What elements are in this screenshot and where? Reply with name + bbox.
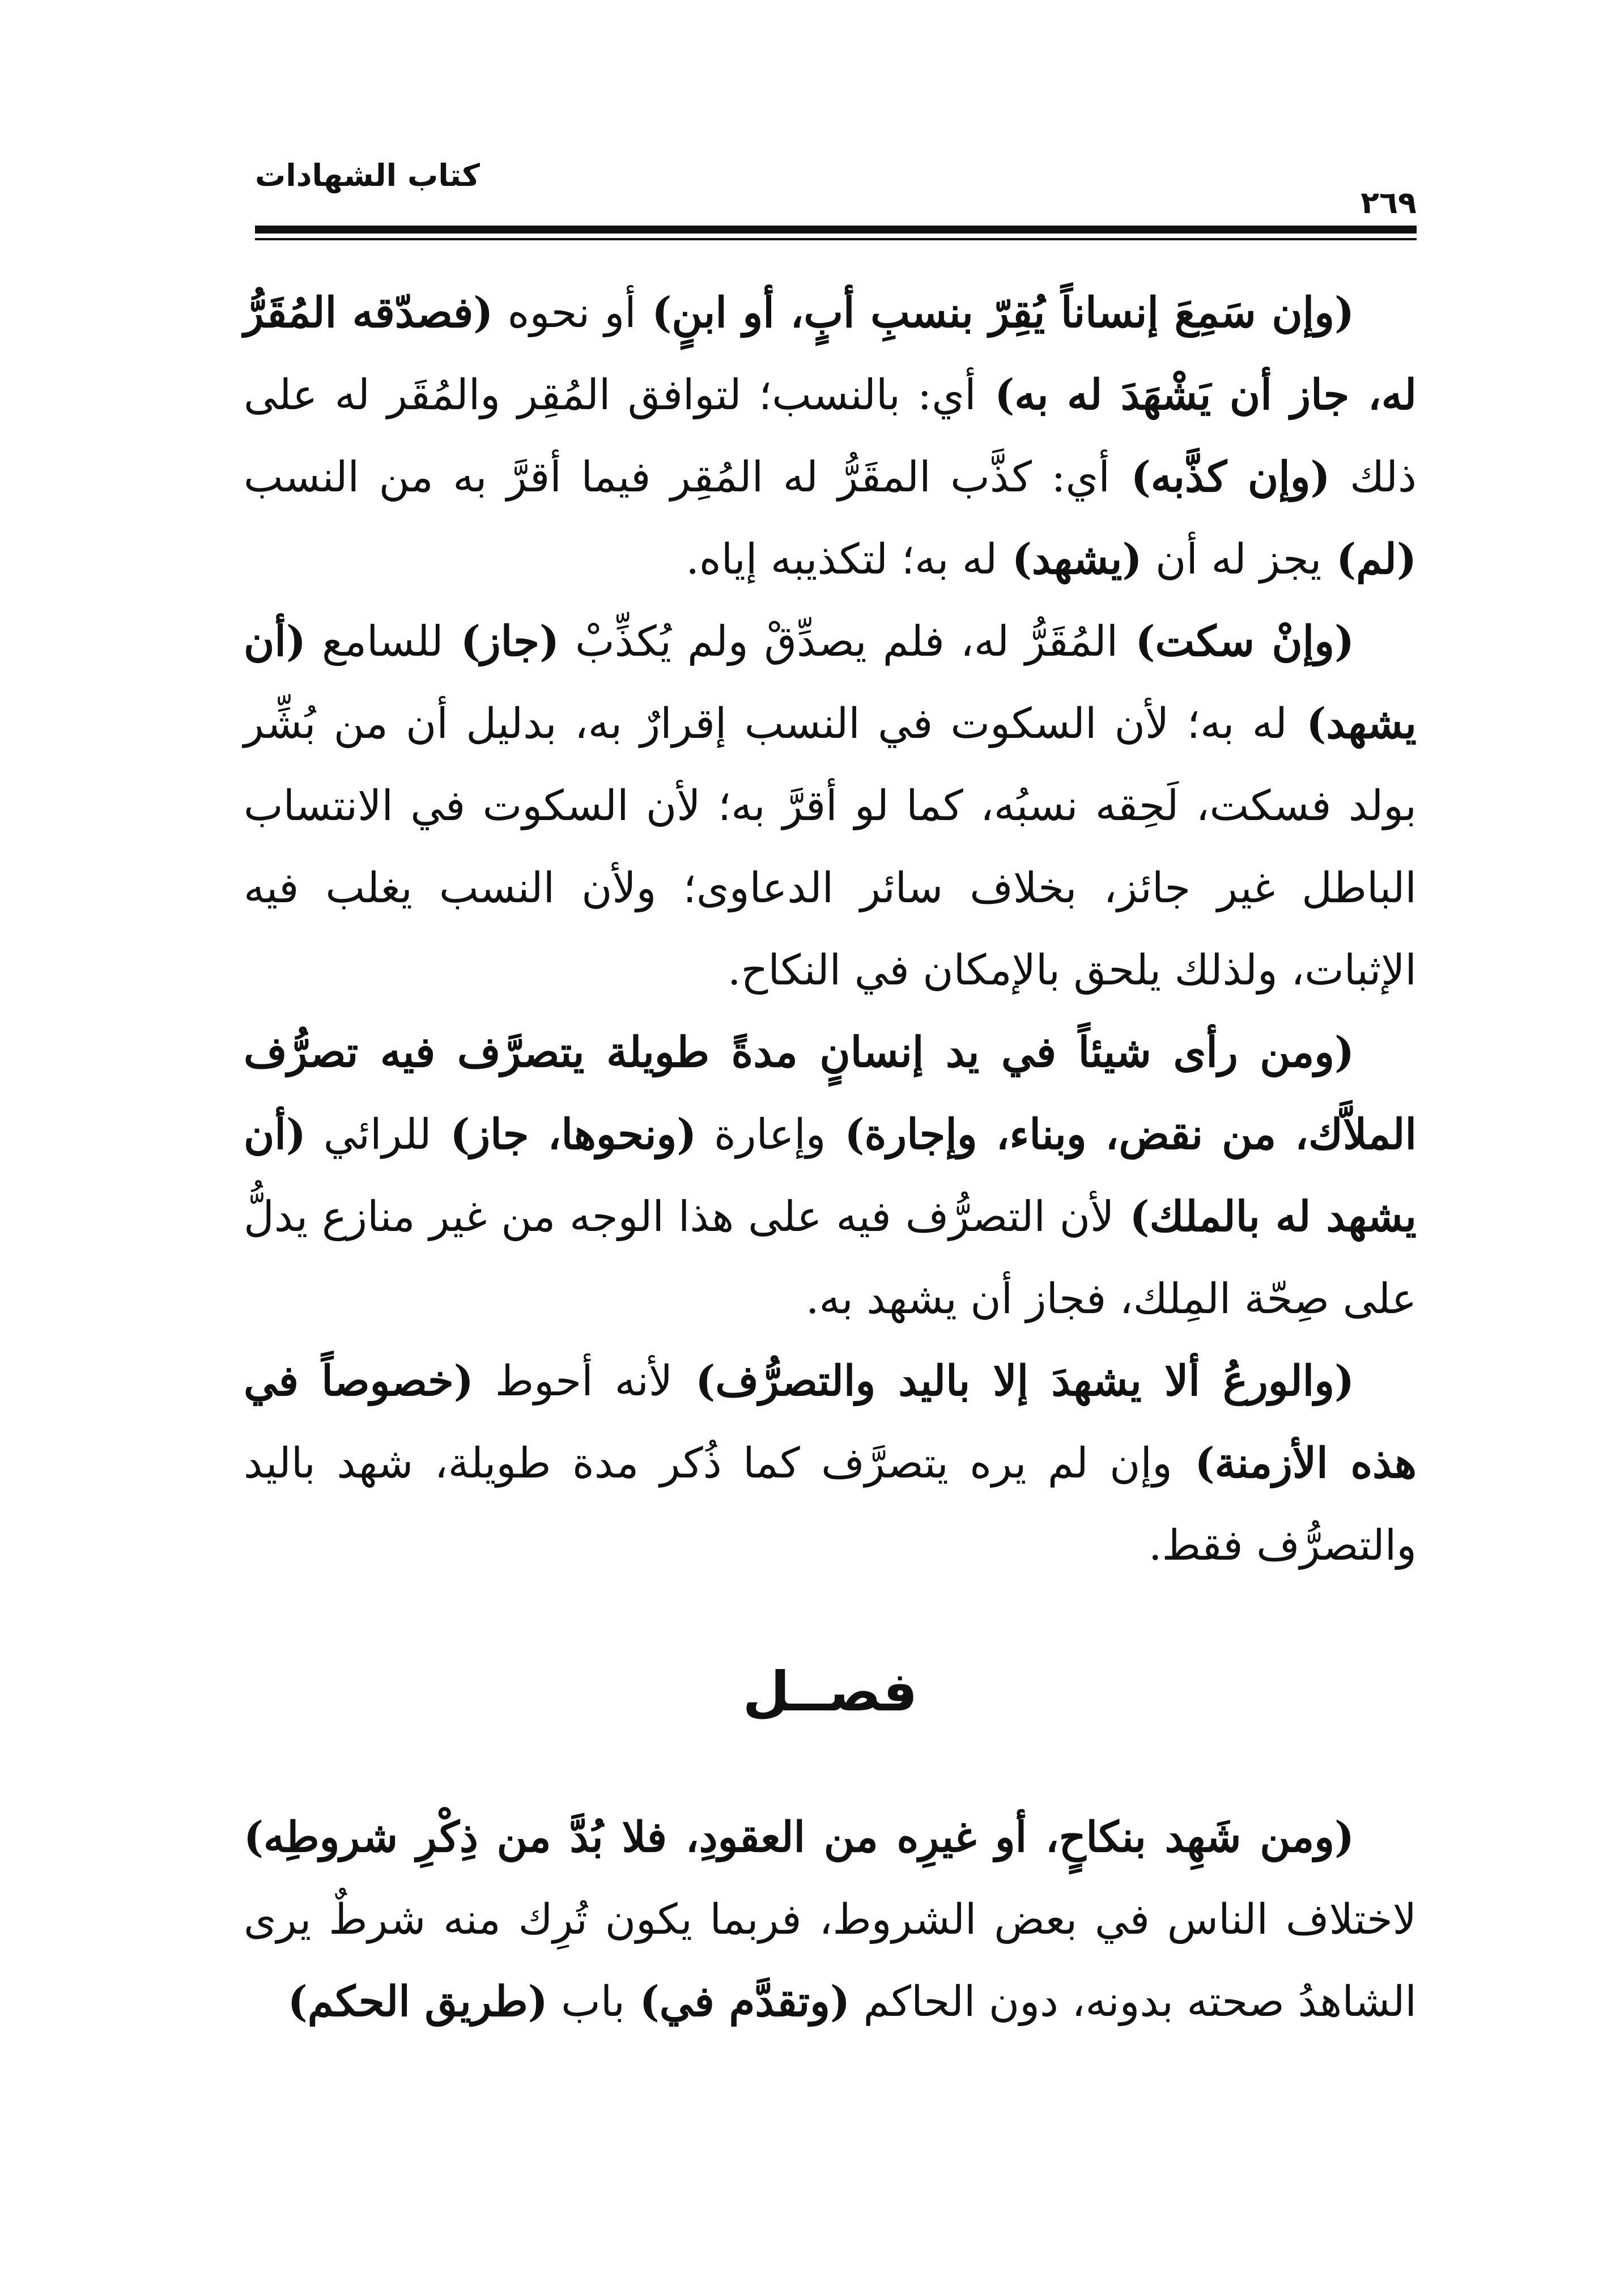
text-segment: وإعارة: [696, 1110, 826, 1159]
running-title: كتاب الشهادات: [255, 158, 480, 193]
text-segment-bold: (ومن شَهِد بنكاحٍ، أو غيرِه من العقودِ، فلا بُدَّ من ذِكْرِ شروطِه): [244, 1813, 1354, 1862]
text-segment-bold: (وإن سَمِعَ إنساناً يُقِرّ بنسبِ أبٍ، أو ابنٍ): [636, 288, 1354, 337]
paragraph-5: [244, 1797, 1417, 2043]
page-number: ٢٦٩: [1361, 185, 1417, 220]
text-segment: لأنه أحوط: [473, 1357, 673, 1405]
text-segment-bold: (وتقدَّم في): [624, 1977, 850, 2026]
header-rule-thin: [255, 238, 1417, 240]
text-segment: للسامع: [305, 617, 444, 666]
text-segment: له به؛ لأن السكوت في النسب إقرارٌ به، بدليل أن من بُشِّر بولد فسكت، لَحِقه نسبُه، كما لو أقرَّ به؛ لأن السكوت في الانتساب الباطل غير جائز، بخلاف سائر الدعاوى؛ ولأن النسب يغلب فيه الإثبات، ولذلك يلحق بالإمكان في النكاح.: [244, 699, 1417, 995]
text-segment-bold: (فصدّقه المُقَرُّ له، جاز أن يَشْهَدَ له به): [244, 288, 1417, 419]
paragraph-4: [244, 1340, 1417, 1587]
text-segment-bold: (ومن رأى شيئاً في يد إنسانٍ مدةً طويلة يتصرَّف فيه تصرُّف الملاَّك، من نقض، وبناء، وإجارة): [244, 1028, 1417, 1159]
text-segment: لاختلاف الناس في بعض الشروط، فربما يكون تُرِك منه شرطٌ يرى الشاهدُ صحته بدونه، دون الحاكم: [244, 1895, 1417, 2026]
text-segment: باب: [547, 1977, 625, 2026]
paragraph-2: [244, 601, 1417, 1012]
text-segment: أو نحوه: [493, 288, 636, 337]
text-segment-bold: (وإن كذَّبه): [1109, 453, 1330, 502]
text-segment-bold: (وإنْ سكت): [1118, 617, 1354, 666]
text-segment-bold: (خصوصاً في هذه الأزمنة): [244, 1357, 1417, 1488]
text-segment-bold: (أن يشهد له بالملك): [244, 1110, 1417, 1241]
text-segment: له به؛ لتكذيبه إياه.: [686, 535, 998, 584]
section-heading: فصــل: [742, 1660, 918, 1723]
text-segment: للرائي: [305, 1110, 432, 1159]
text-segment-bold: (طريق الحكم): [287, 1977, 548, 2026]
page-header: [255, 142, 1417, 249]
text-segment: المُقَرُّ له، فلم يصدِّقْ ولم يُكذِّبْ: [559, 617, 1119, 666]
paragraph-1: [244, 272, 1417, 601]
text-segment: لأن التصرُّف فيه على هذا الوجه من غير منازع يدلُّ على صِحّة المِلك، فجاز أن يشهد به.: [244, 1192, 1417, 1323]
text-segment-bold: (لم): [1321, 535, 1417, 584]
paragraph-3: [244, 1012, 1417, 1340]
text-segment: يجز له أن: [1142, 535, 1322, 584]
text-segment-bold: (أن يشهد): [244, 617, 1417, 748]
text-segment-bold: (يشهد): [997, 535, 1142, 584]
text-segment: وإن لم يره يتصرَّف كما ذُكر مدة طويلة، شهد باليد والتصرُّف فقط.: [244, 1439, 1417, 1570]
text-segment-bold: (والورعُ ألا يشهدَ إلا باليد والتصرُّف): [673, 1357, 1354, 1405]
header-rule-thick: [255, 226, 1417, 233]
main-text: [244, 272, 1417, 2043]
text-segment: أي: كذَّب المقَرُّ له المُقِر فيما أقرَّ به من النسب: [244, 453, 1110, 502]
text-segment: أي: بالنسب؛ لتوافق المُقِر والمُقَر له على ذلك: [244, 371, 1417, 502]
text-segment-bold: (جاز): [443, 617, 559, 666]
text-segment-bold: (ونحوها، جاز): [431, 1110, 697, 1159]
